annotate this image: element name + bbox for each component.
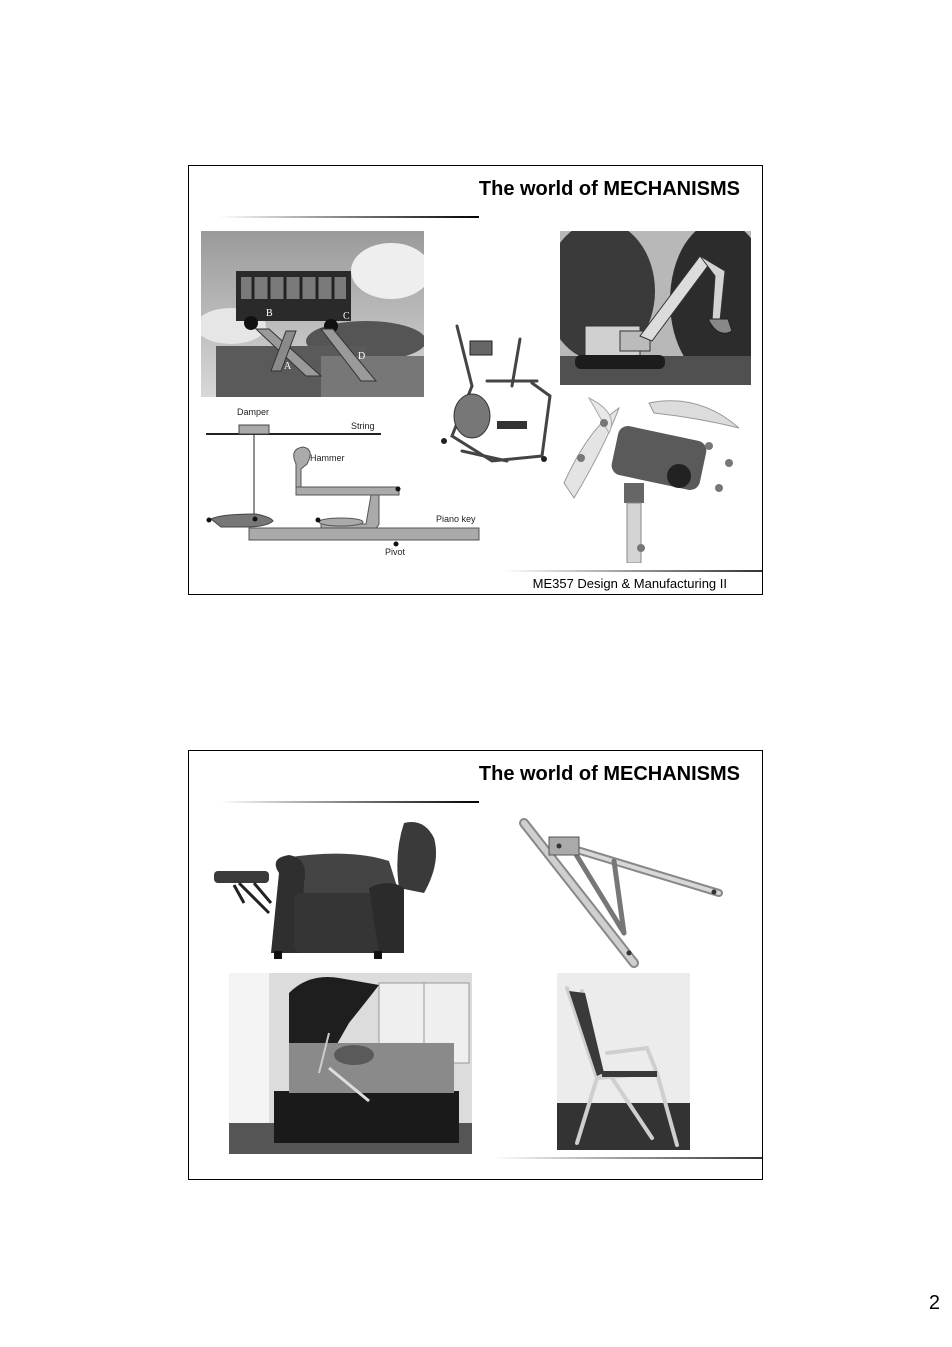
title-underline	[219, 216, 479, 218]
piano-action-diagram	[201, 399, 491, 559]
slide-title: The world of MECHANISMS	[478, 178, 740, 200]
recliner-chair-photo	[209, 813, 464, 963]
window-hinge-photo	[514, 813, 729, 971]
slide-2	[188, 750, 763, 1180]
string-label: String	[351, 421, 375, 431]
footer-underline	[502, 570, 762, 572]
damper-label: Damper	[237, 407, 270, 417]
footer-underline	[492, 1157, 762, 1159]
label-a: A	[284, 361, 292, 372]
mechanism-exploded-view-photo	[559, 388, 751, 563]
label-c: C	[343, 311, 350, 322]
pivot-label: Pivot	[385, 547, 406, 557]
slide-1	[188, 165, 763, 595]
slide-title: The world of MECHANISMS	[478, 763, 740, 785]
storage-bed-lift-photo	[229, 973, 472, 1154]
label-b: B	[266, 308, 273, 319]
page-number: 2	[928, 1292, 940, 1314]
piano-key-label: Piano key	[436, 514, 476, 524]
title-underline	[219, 801, 479, 803]
excavator-photo	[560, 231, 751, 385]
scissor-lift-trolley-photo	[201, 231, 424, 397]
hammer-label: Hammer	[310, 453, 345, 463]
folding-chair-photo	[557, 973, 690, 1150]
label-d: D	[358, 351, 366, 362]
slide-footer: ME357 Design & Manufacturing II	[532, 576, 727, 591]
